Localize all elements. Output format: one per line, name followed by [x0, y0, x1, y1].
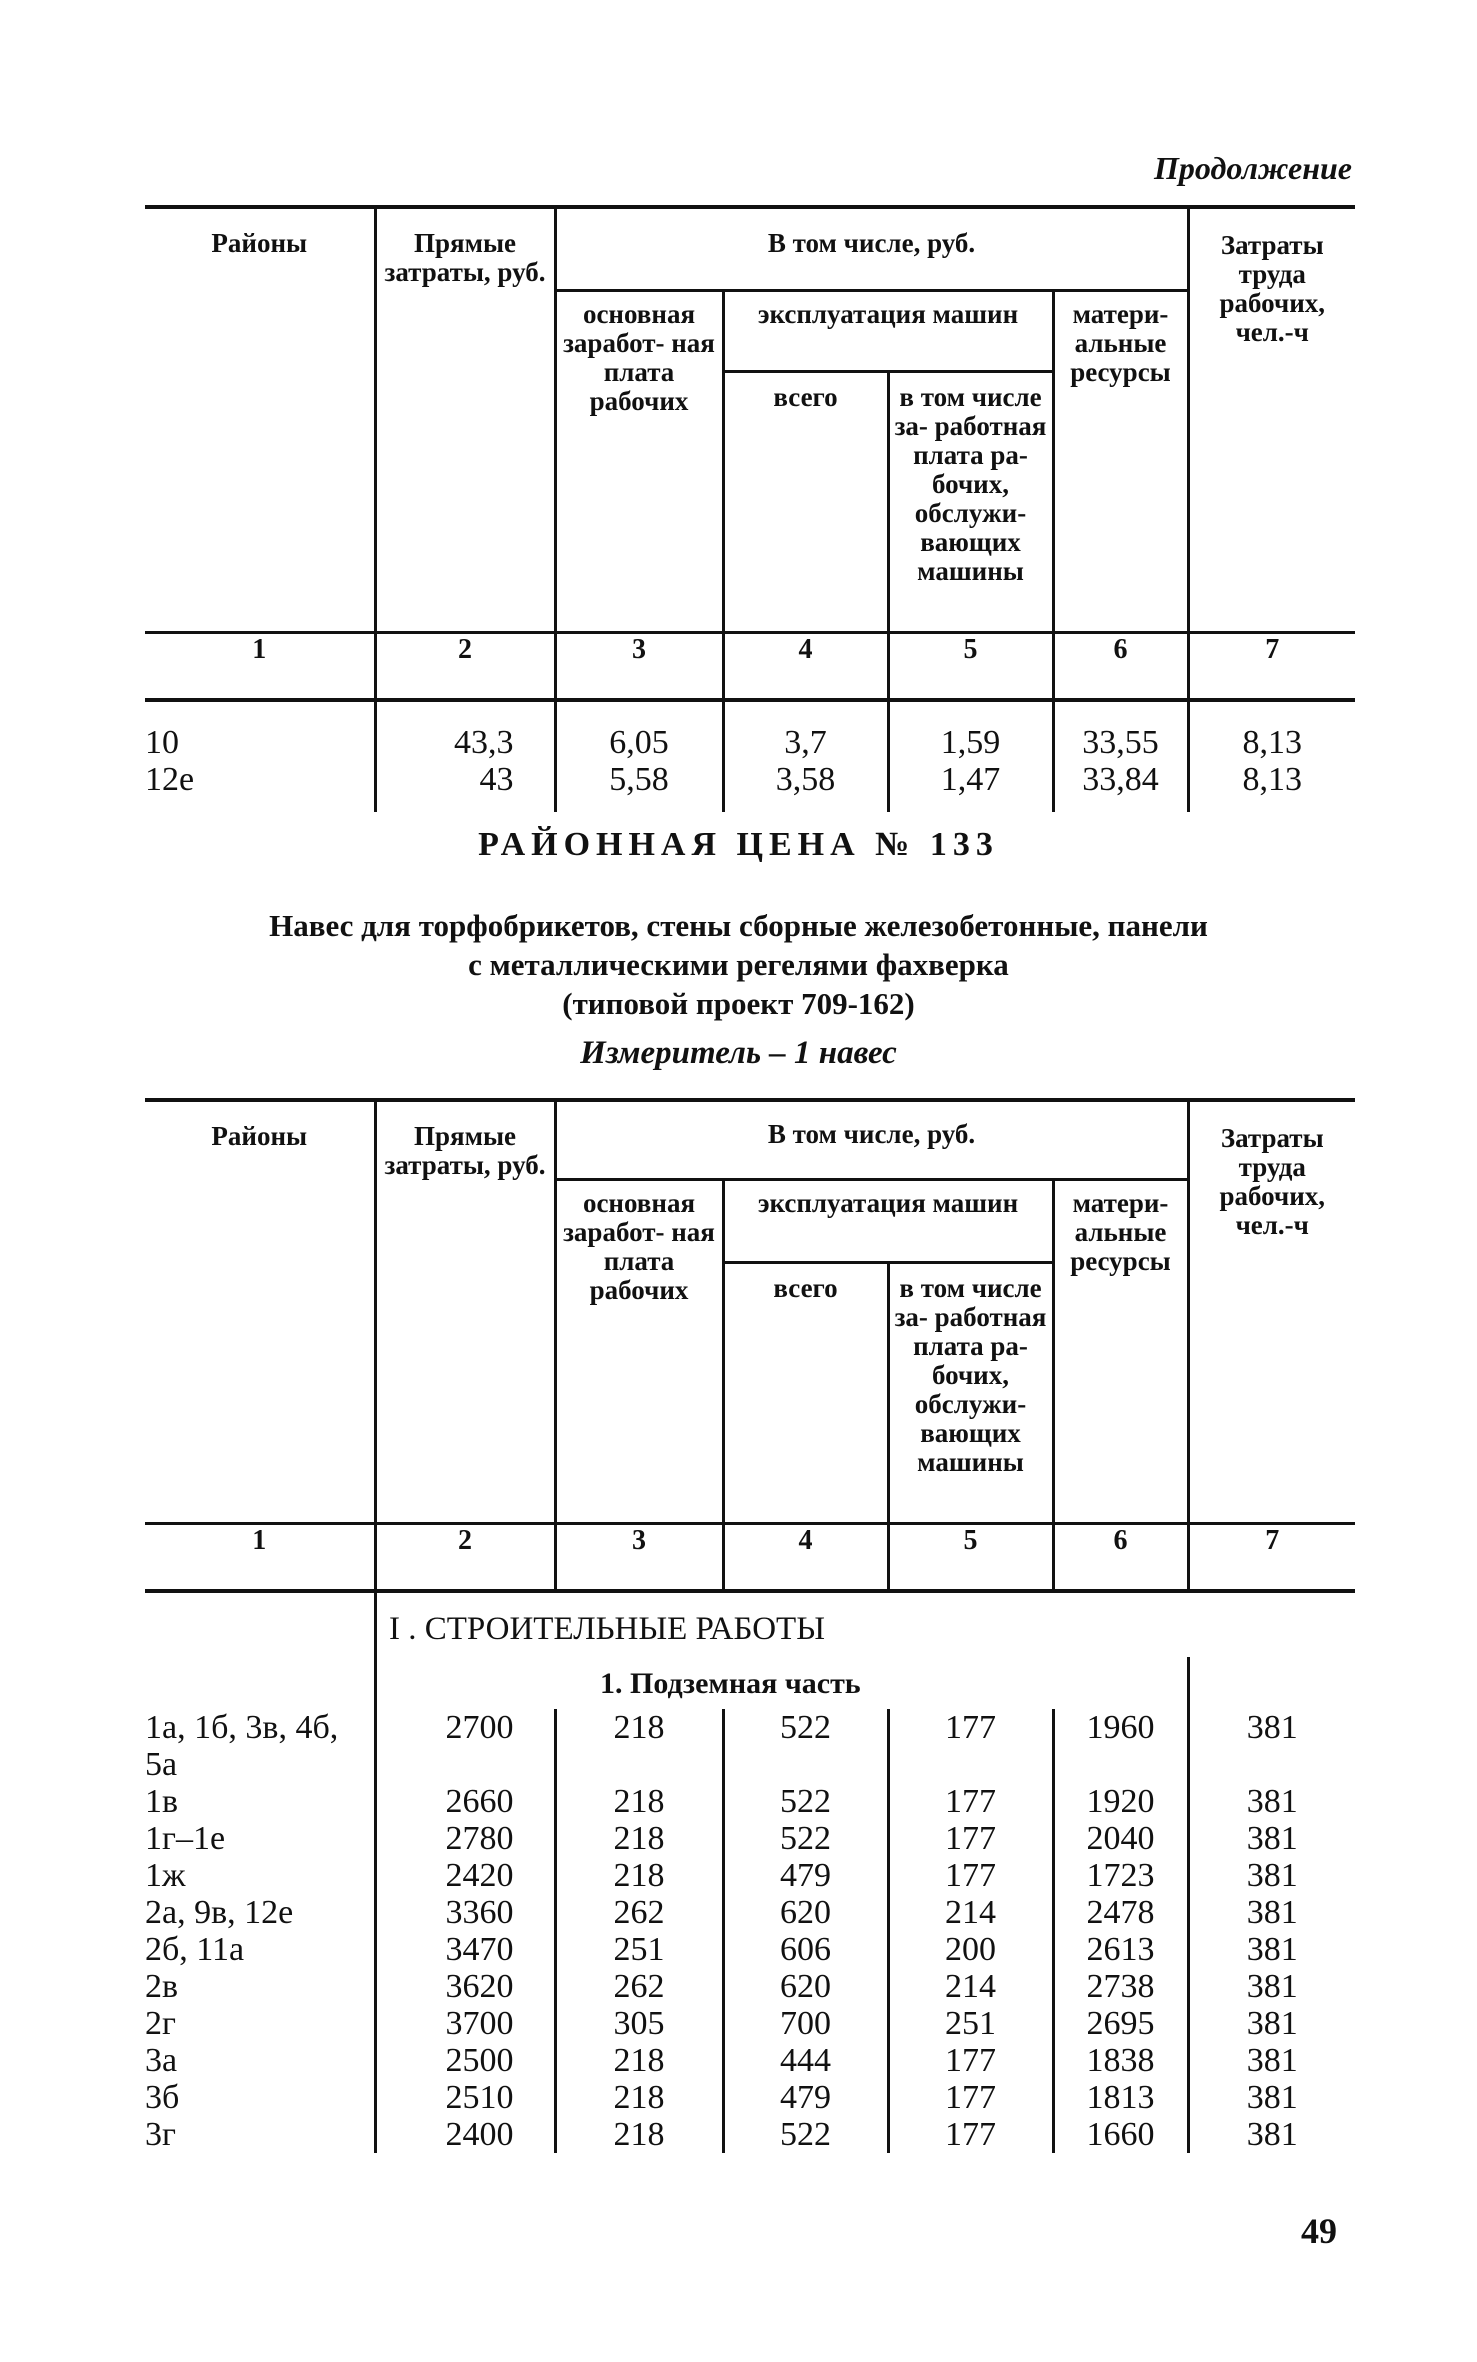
wages-cell: 6,05: [555, 724, 723, 761]
labor-cell: 381: [1188, 1783, 1355, 1820]
direct-cost-cell: 3700: [375, 2005, 555, 2042]
machines-total-cell: [723, 1746, 888, 1783]
materials-cell: 1920: [1053, 1783, 1188, 1820]
direct-cost-cell: 3620: [375, 1968, 555, 2005]
direct-cost-cell: 3470: [375, 1931, 555, 1968]
wages-cell: 218: [555, 2079, 723, 2116]
header-machines: эксплуатация машин: [723, 1180, 1053, 1263]
col-number: 5: [888, 633, 1053, 701]
machine-wages-cell: 177: [888, 1857, 1053, 1894]
header-labor: Затраты труда рабочих, чел.-ч: [1188, 207, 1355, 633]
machine-wages-cell: 200: [888, 1931, 1053, 1968]
machines-total-cell: 3,58: [723, 761, 888, 812]
col-number: 2: [375, 1524, 555, 1592]
table-row: [145, 1709, 1355, 1746]
header-labor: Затраты труда рабочих, чел.-ч: [1188, 1100, 1355, 1524]
region-cell: 2б, 11а: [145, 1931, 245, 1968]
description-line: Навес для торфобрикетов, стены сборные железобетонные, панели: [269, 908, 1208, 943]
direct-cost-cell: 43,3: [375, 724, 555, 761]
region-cell: 2в: [145, 1968, 179, 2005]
machines-total-cell: 620: [723, 1968, 888, 2005]
header-wages: основная заработ- ная плата рабочих: [555, 1180, 723, 1524]
machines-total-cell: 3,7: [723, 724, 888, 761]
header-materials: матери- альные ресурсы: [1053, 291, 1188, 633]
wages-cell: 218: [555, 1783, 723, 1820]
materials-cell: 2695: [1053, 2005, 1188, 2042]
header-including: В том числе, руб.: [555, 1100, 1188, 1180]
region-cell: 1а, 1б, 3в, 4б,: [145, 1709, 339, 1746]
wages-cell: [555, 1746, 723, 1783]
col-number: 7: [1188, 1524, 1355, 1592]
table-row: [145, 1746, 1355, 1783]
region-cell: 3а: [145, 2042, 178, 2079]
table-row: [145, 1820, 1355, 1857]
table-row: [145, 1931, 1355, 1968]
col-number: 3: [555, 633, 723, 701]
labor-cell: 8,13: [1188, 724, 1355, 761]
header-materials: матери- альные ресурсы: [1053, 1180, 1188, 1524]
region-cell: 1ж: [145, 1857, 186, 1894]
table-row: [145, 2042, 1355, 2079]
table-row: [145, 2005, 1355, 2042]
region-cell: 12е: [145, 761, 195, 798]
materials-cell: 33,55: [1053, 724, 1188, 761]
wages-cell: 218: [555, 1820, 723, 1857]
header-total: всего: [723, 1263, 888, 1524]
table-row: [145, 2116, 1355, 2153]
header-direct-costs: Прямые затраты, руб.: [375, 207, 555, 633]
machine-wages-cell: 251: [888, 2005, 1053, 2042]
wages-cell: 262: [555, 1894, 723, 1931]
direct-cost-cell: 43: [375, 761, 555, 812]
header-machine-wages: в том числе за- работная плата ра- бочих, обслужи- вающих машины: [888, 1263, 1053, 1524]
machine-wages-cell: 1,47: [888, 761, 1053, 812]
table-row: [145, 761, 1355, 812]
labor-cell: 381: [1188, 2079, 1355, 2116]
machine-wages-cell: 214: [888, 1894, 1053, 1931]
header-machine-wages: в том числе за- работная плата ра- бочих, обслужи- вающих машины: [888, 372, 1053, 633]
wages-cell: 5,58: [555, 761, 723, 812]
direct-cost-cell: 2700: [375, 1709, 555, 1746]
header-including: В том числе, руб.: [555, 207, 1188, 291]
labor-cell: 381: [1188, 1931, 1355, 1968]
table-row: [145, 1894, 1355, 1931]
direct-cost-cell: 2780: [375, 1820, 555, 1857]
description-line: с металлическими регелями фахверка: [468, 947, 1009, 982]
direct-cost-cell: 2400: [375, 2116, 555, 2153]
table-row: [145, 1857, 1355, 1894]
machines-total-cell: 479: [723, 1857, 888, 1894]
materials-cell: 2738: [1053, 1968, 1188, 2005]
machine-wages-cell: 177: [888, 2116, 1053, 2153]
col-number: 6: [1053, 633, 1188, 701]
machines-total-cell: 444: [723, 2042, 888, 2079]
labor-cell: [1188, 1746, 1355, 1783]
measure-unit: Измеритель – 1 навес: [580, 1035, 897, 1071]
header-total: всего: [723, 372, 888, 633]
machines-total-cell: 700: [723, 2005, 888, 2042]
direct-cost-cell: 2420: [375, 1857, 555, 1894]
direct-cost-cell: 2510: [375, 2079, 555, 2116]
machines-total-cell: 522: [723, 2116, 888, 2153]
table-row: [145, 1783, 1355, 1820]
machine-wages-cell: [888, 1746, 1053, 1783]
labor-cell: 381: [1188, 1894, 1355, 1931]
section-title: I . СТРОИТЕЛЬНЫЕ РАБОТЫ: [375, 1591, 1355, 1657]
wages-cell: 218: [555, 2116, 723, 2153]
table-row: [145, 2079, 1355, 2116]
region-cell: 2а, 9в, 12е: [145, 1894, 294, 1931]
materials-cell: 33,84: [1053, 761, 1188, 812]
machine-wages-cell: 1,59: [888, 724, 1053, 761]
machine-wages-cell: 214: [888, 1968, 1053, 2005]
labor-cell: 8,13: [1188, 761, 1355, 812]
machine-wages-cell: 177: [888, 1783, 1053, 1820]
labor-cell: 381: [1188, 1968, 1355, 2005]
description-line: (типовой проект 709-162): [562, 986, 915, 1021]
region-cell: 10: [145, 724, 179, 761]
col-number: 1: [145, 1524, 375, 1592]
col-number: 7: [1188, 633, 1355, 701]
materials-cell: 2040: [1053, 1820, 1188, 1857]
header-wages: основная заработ- ная плата рабочих: [555, 291, 723, 633]
region-cell: 2г: [145, 2005, 176, 2042]
materials-cell: 1960: [1053, 1709, 1188, 1746]
materials-cell: [1053, 1746, 1188, 1783]
region-cell: 1в: [145, 1783, 179, 1820]
materials-cell: 1813: [1053, 2079, 1188, 2116]
machine-wages-cell: 177: [888, 2079, 1053, 2116]
region-cell: 5а: [145, 1746, 178, 1783]
machine-wages-cell: 177: [888, 1820, 1053, 1857]
materials-cell: 2613: [1053, 1931, 1188, 1968]
continuation-label: Продолжение: [1154, 150, 1352, 186]
col-number: 6: [1053, 1524, 1188, 1592]
machines-total-cell: 606: [723, 1931, 888, 1968]
direct-cost-cell: 3360: [375, 1894, 555, 1931]
col-number: 3: [555, 1524, 723, 1592]
table-row: [145, 1968, 1355, 2005]
machines-total-cell: 522: [723, 1709, 888, 1746]
cost-table-continued: [145, 205, 1355, 812]
col-number: 4: [723, 1524, 888, 1592]
materials-cell: 1838: [1053, 2042, 1188, 2079]
materials-cell: 1723: [1053, 1857, 1188, 1894]
direct-cost-cell: 2500: [375, 2042, 555, 2079]
materials-cell: 1660: [1053, 2116, 1188, 2153]
labor-cell: 381: [1188, 2042, 1355, 2079]
region-cell: 1г–1е: [145, 1820, 226, 1857]
table-row: [145, 724, 1355, 761]
machine-wages-cell: 177: [888, 1709, 1053, 1746]
header-machines: эксплуатация машин: [723, 291, 1053, 372]
page-number: 49: [1301, 2211, 1337, 2251]
cost-table-133: [145, 1098, 1355, 2153]
labor-cell: 381: [1188, 2116, 1355, 2153]
col-number: 1: [145, 633, 375, 701]
region-cell: 3г: [145, 2116, 176, 2153]
materials-cell: 2478: [1053, 1894, 1188, 1931]
wages-cell: 218: [555, 1857, 723, 1894]
direct-cost-cell: [375, 1746, 555, 1783]
header-regions: Районы: [145, 207, 375, 633]
col-number: 5: [888, 1524, 1053, 1592]
machines-total-cell: 620: [723, 1894, 888, 1931]
wages-cell: 262: [555, 1968, 723, 2005]
labor-cell: 381: [1188, 1709, 1355, 1746]
machines-total-cell: 522: [723, 1820, 888, 1857]
region-cell: 3б: [145, 2079, 180, 2116]
wages-cell: 218: [555, 1709, 723, 1746]
machine-wages-cell: 177: [888, 2042, 1053, 2079]
wages-cell: 218: [555, 2042, 723, 2079]
price-description: [0, 906, 1477, 1023]
labor-cell: 381: [1188, 1820, 1355, 1857]
labor-cell: 381: [1188, 1857, 1355, 1894]
wages-cell: 251: [555, 1931, 723, 1968]
wages-cell: 305: [555, 2005, 723, 2042]
col-number: 4: [723, 633, 888, 701]
subsection-title: 1. Подземная часть: [600, 1666, 861, 1700]
direct-cost-cell: 2660: [375, 1783, 555, 1820]
price-title: РАЙОННАЯ ЦЕНА № 133: [478, 826, 999, 863]
labor-cell: 381: [1188, 2005, 1355, 2042]
machines-total-cell: 479: [723, 2079, 888, 2116]
header-direct-costs: Прямые затраты, руб.: [375, 1100, 555, 1524]
machines-total-cell: 522: [723, 1783, 888, 1820]
header-regions: Районы: [145, 1100, 375, 1524]
col-number: 2: [375, 633, 555, 701]
